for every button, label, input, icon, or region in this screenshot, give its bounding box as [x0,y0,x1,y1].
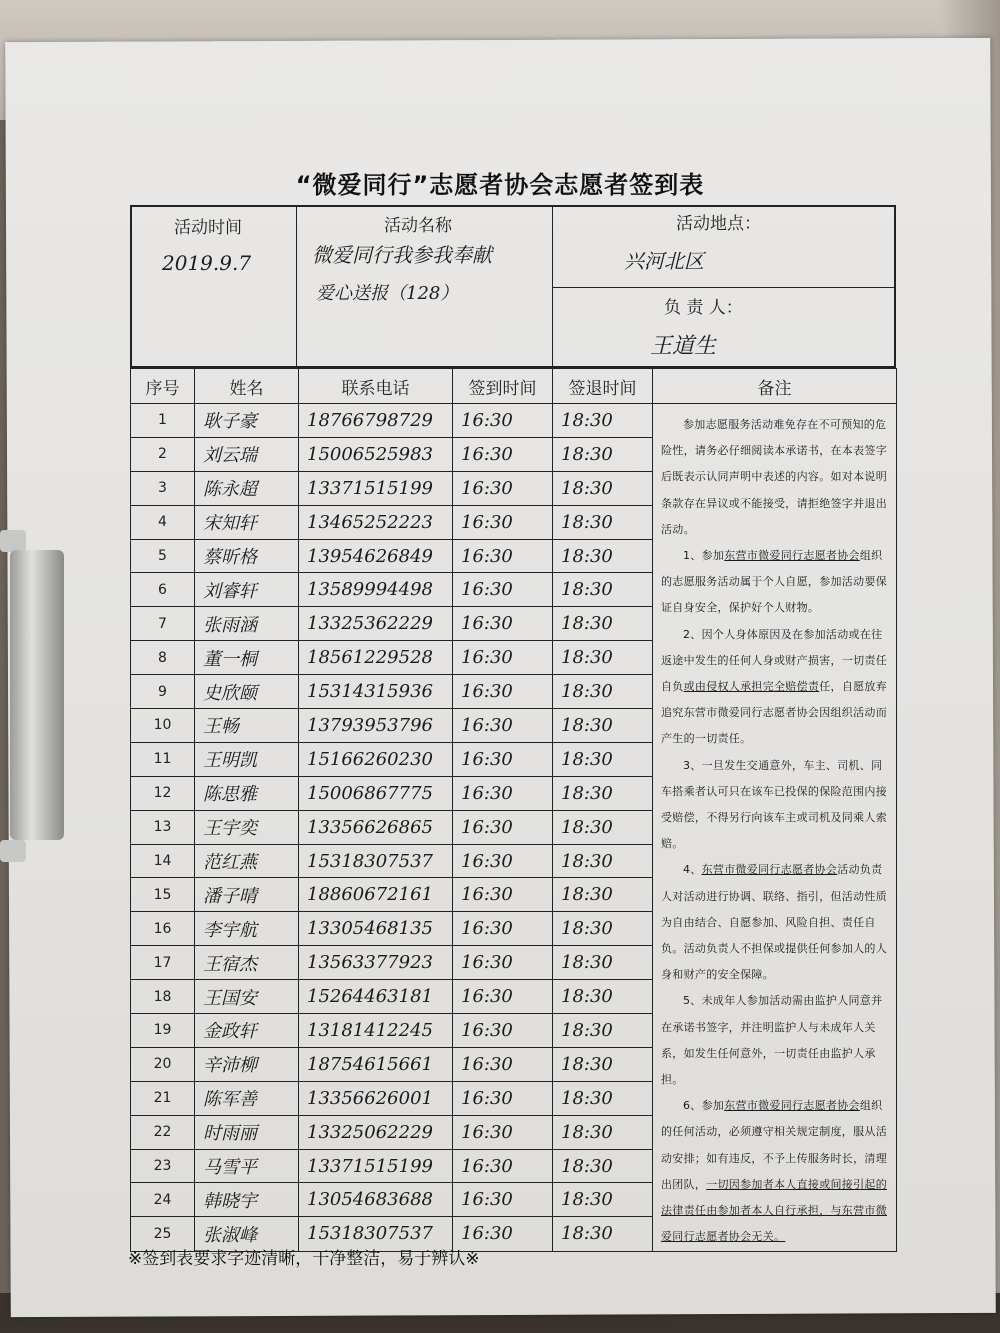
col-header-no: 序号 [131,369,195,404]
table-row [131,404,897,438]
signin-time: 16:30 [453,742,553,776]
row-number: 18 [131,980,195,1014]
page-title: “微爱同行”志愿者协会志愿者签到表 [295,171,705,199]
remark-3: 3、一旦发生交通意外，车主、司机、同车搭乘者认可只在该车已投保的保险范围内接受赔偿，不得另行向该车主或司机及同乘人索赔。 [661,758,887,851]
volunteer-name: 耿子豪 [195,404,299,438]
volunteer-name: 潘子晴 [195,878,299,912]
phone-number: 15006867775 [299,776,453,810]
signout-time: 18:30 [553,946,653,980]
signout-time: 18:30 [553,1081,653,1115]
signout-time: 18:30 [553,607,653,641]
signout-time: 18:30 [553,912,653,946]
phone-number: 13325062229 [299,1115,453,1149]
signout-time: 18:30 [553,573,653,607]
volunteer-name: 王宿杰 [195,946,299,980]
phone-number: 13325362229 [299,607,453,641]
row-number: 8 [131,641,195,675]
binder-clip [0,520,80,880]
phone-number: 13356626001 [299,1081,453,1115]
signin-time: 16:30 [453,505,553,539]
signin-time: 16:30 [453,912,553,946]
signout-time: 18:30 [553,742,653,776]
row-number: 10 [131,709,195,743]
phone-number: 13563377923 [299,946,453,980]
volunteer-name: 王国安 [195,980,299,1014]
activity-header-box [130,205,896,368]
volunteer-name: 张淑峰 [195,1217,299,1251]
row-number: 6 [131,573,195,607]
divider [552,287,894,288]
phone-number: 13371515199 [299,1149,453,1183]
phone-number: 18754615661 [299,1047,453,1081]
volunteer-name: 史欣颐 [195,675,299,709]
row-number: 4 [131,505,195,539]
volunteer-name: 时雨丽 [195,1115,299,1149]
signin-time: 16:30 [453,675,553,709]
row-number: 7 [131,607,195,641]
row-number: 3 [131,471,195,505]
activity-name-line2: 爱心送报（128） [316,283,459,304]
volunteer-name: 刘睿轩 [195,573,299,607]
signout-time: 18:30 [553,776,653,810]
phone-number: 13371515199 [299,471,453,505]
signin-time: 16:30 [453,539,553,573]
activity-location-value: 兴河北区 [624,249,704,273]
phone-number: 15264463181 [299,980,453,1014]
volunteer-name: 陈思雅 [195,776,299,810]
signin-time: 16:30 [453,1081,553,1115]
volunteer-name: 韩晓宇 [195,1183,299,1217]
clip-bar [10,550,64,840]
table-header-row [131,369,897,404]
signin-time: 16:30 [453,437,553,471]
row-number: 5 [131,539,195,573]
row-number: 21 [131,1081,195,1115]
signin-time: 16:30 [453,1149,553,1183]
volunteer-name: 范红燕 [195,844,299,878]
signout-time: 18:30 [553,539,653,573]
signin-time: 16:30 [453,776,553,810]
signout-time: 18:30 [553,1047,653,1081]
signin-time: 16:30 [453,1014,553,1048]
activity-location-label: 活动地点： [676,214,761,234]
phone-number: 13356626865 [299,810,453,844]
row-number: 2 [131,437,195,471]
volunteer-name: 王畅 [195,709,299,743]
signin-time: 16:30 [453,641,553,675]
phone-number: 13465252223 [299,505,453,539]
volunteer-name: 王宇奕 [195,810,299,844]
row-number: 24 [131,1183,195,1217]
row-number: 20 [131,1047,195,1081]
phone-number: 15314315936 [299,675,453,709]
row-number: 19 [131,1014,195,1048]
signin-table [130,368,896,1252]
row-number: 9 [131,675,195,709]
clip-ring-bottom [0,840,26,862]
signout-time: 18:30 [553,505,653,539]
phone-number: 13954626849 [299,539,453,573]
col-header-remarks: 备注 [653,369,897,404]
remark-1: 1、参加东营市微爱同行志愿者协会组织的志愿服务活动属于个人自愿，参加活动要保证自身安全，保护好个人财物。 [661,549,887,615]
activity-time-value: 2019.9.7 [162,251,252,275]
activity-time-label: 活动时间 [174,218,242,238]
signin-time: 16:30 [453,844,553,878]
signin-time: 16:30 [453,404,553,438]
leader-label: 负 责 人： [664,298,743,318]
row-number: 1 [131,404,195,438]
signout-time: 18:30 [553,1014,653,1048]
phone-number: 15318307537 [299,1217,453,1251]
volunteer-name: 张雨涵 [195,607,299,641]
signin-time: 16:30 [453,1115,553,1149]
signin-time: 16:30 [453,980,553,1014]
signout-time: 18:30 [553,878,653,912]
divider [296,207,297,366]
signout-time: 18:30 [553,1217,653,1251]
remark-5: 5、未成年人参加活动需由监护人同意并在承诺书签字，并注明监护人与未成年人关系，如发生任何意外，一切责任由监护人承担。 [661,994,883,1087]
volunteer-name: 陈军善 [195,1081,299,1115]
col-header-name: 姓名 [195,369,299,404]
signout-time: 18:30 [553,980,653,1014]
volunteer-name: 蔡昕格 [195,539,299,573]
phone-number: 18561229528 [299,641,453,675]
phone-number: 15006525983 [299,437,453,471]
signin-time: 16:30 [453,1217,553,1251]
signout-time: 18:30 [553,404,653,438]
phone-number: 13589994498 [299,573,453,607]
volunteer-name: 金政轩 [195,1014,299,1048]
activity-name-label: 活动名称 [384,216,452,236]
signin-time: 16:30 [453,1183,553,1217]
row-number: 15 [131,878,195,912]
phone-number: 13305468135 [299,912,453,946]
volunteer-name: 辛沛柳 [195,1047,299,1081]
col-header-phone: 联系电话 [299,369,453,404]
remark-2: 2、因个人身体原因及在参加活动或在往返途中发生的任何人身或财产损害，一切责任自负或由侵权人承担完全赔偿责任，自愿放弃追究东营市微爱同行志愿者协会因组织活动而产生的一切责任。 [661,627,888,746]
phone-number: 13181412245 [299,1014,453,1048]
signout-time: 18:30 [553,1115,653,1149]
phone-number: 13793953796 [299,709,453,743]
signin-time: 16:30 [453,1047,553,1081]
phone-number: 15318307537 [299,844,453,878]
col-header-signout: 签退时间 [553,369,653,404]
remark-4: 4、东营市微爱同行志愿者协会活动负责人对活动进行协调、联络、指引，但活动性质为自由结合、自愿参加、风险自担、责任自负。活动负责人不担保或提供任何参加人的人身和财产的安全保障。 [661,863,887,982]
volunteer-name: 李宇航 [195,912,299,946]
phone-number: 18860672161 [299,878,453,912]
volunteer-name: 王明凯 [195,742,299,776]
remarks-cell [653,404,897,1252]
row-number: 17 [131,946,195,980]
row-number: 11 [131,742,195,776]
phone-number: 15166260230 [299,742,453,776]
phone-number: 13054683688 [299,1183,453,1217]
phone-number: 18766798729 [299,404,453,438]
volunteer-name: 陈永超 [195,471,299,505]
remark-intro: 参加志愿服务活动难免存在不可预知的危险性，请务必仔细阅读本承诺书，在本表签字后既表示认同声明中表述的内容。如对本说明条款存在异议或不能接受，请拒绝签字并退出活动。 [661,418,887,536]
volunteer-name: 宋知轩 [195,505,299,539]
signout-time: 18:30 [553,641,653,675]
signout-time: 18:30 [553,844,653,878]
signin-time: 16:30 [453,573,553,607]
footer-note: ※签到表要求字迹清晰，干净整洁，易于辨认※ [128,1249,480,1269]
remark-6: 6、参加东营市微爱同行志愿者协会组织的任何活动，必须遵守相关规定制度，服从活动安排；如有违反，不予上传服务时长，清理出团队，一切因参加者本人直接或间接引起的法律责任由参加者本人自行承担，与东营市微爱同行志愿者协会无关。 [661,1099,888,1244]
volunteer-name: 马雪平 [195,1149,299,1183]
signout-time: 18:30 [553,1183,653,1217]
signin-time: 16:30 [453,810,553,844]
row-number: 13 [131,810,195,844]
signin-time: 16:30 [453,878,553,912]
volunteer-name: 刘云瑞 [195,437,299,471]
signout-time: 18:30 [553,709,653,743]
signin-time: 16:30 [453,607,553,641]
volunteer-name: 董一桐 [195,641,299,675]
row-number: 16 [131,912,195,946]
clip-ring-top [0,530,26,552]
row-number: 23 [131,1149,195,1183]
leader-value: 王道生 [650,334,717,359]
col-header-signin: 签到时间 [453,369,553,404]
signout-time: 18:30 [553,471,653,505]
activity-name-line1: 微爱同行我参我奉献 [312,243,492,267]
signin-time: 16:30 [453,471,553,505]
row-number: 22 [131,1115,195,1149]
signout-time: 18:30 [553,437,653,471]
row-number: 25 [131,1217,195,1251]
signout-time: 18:30 [553,675,653,709]
signin-time: 16:30 [453,709,553,743]
signout-time: 18:30 [553,810,653,844]
signout-time: 18:30 [553,1149,653,1183]
row-number: 14 [131,844,195,878]
row-number: 12 [131,776,195,810]
signin-time: 16:30 [453,946,553,980]
